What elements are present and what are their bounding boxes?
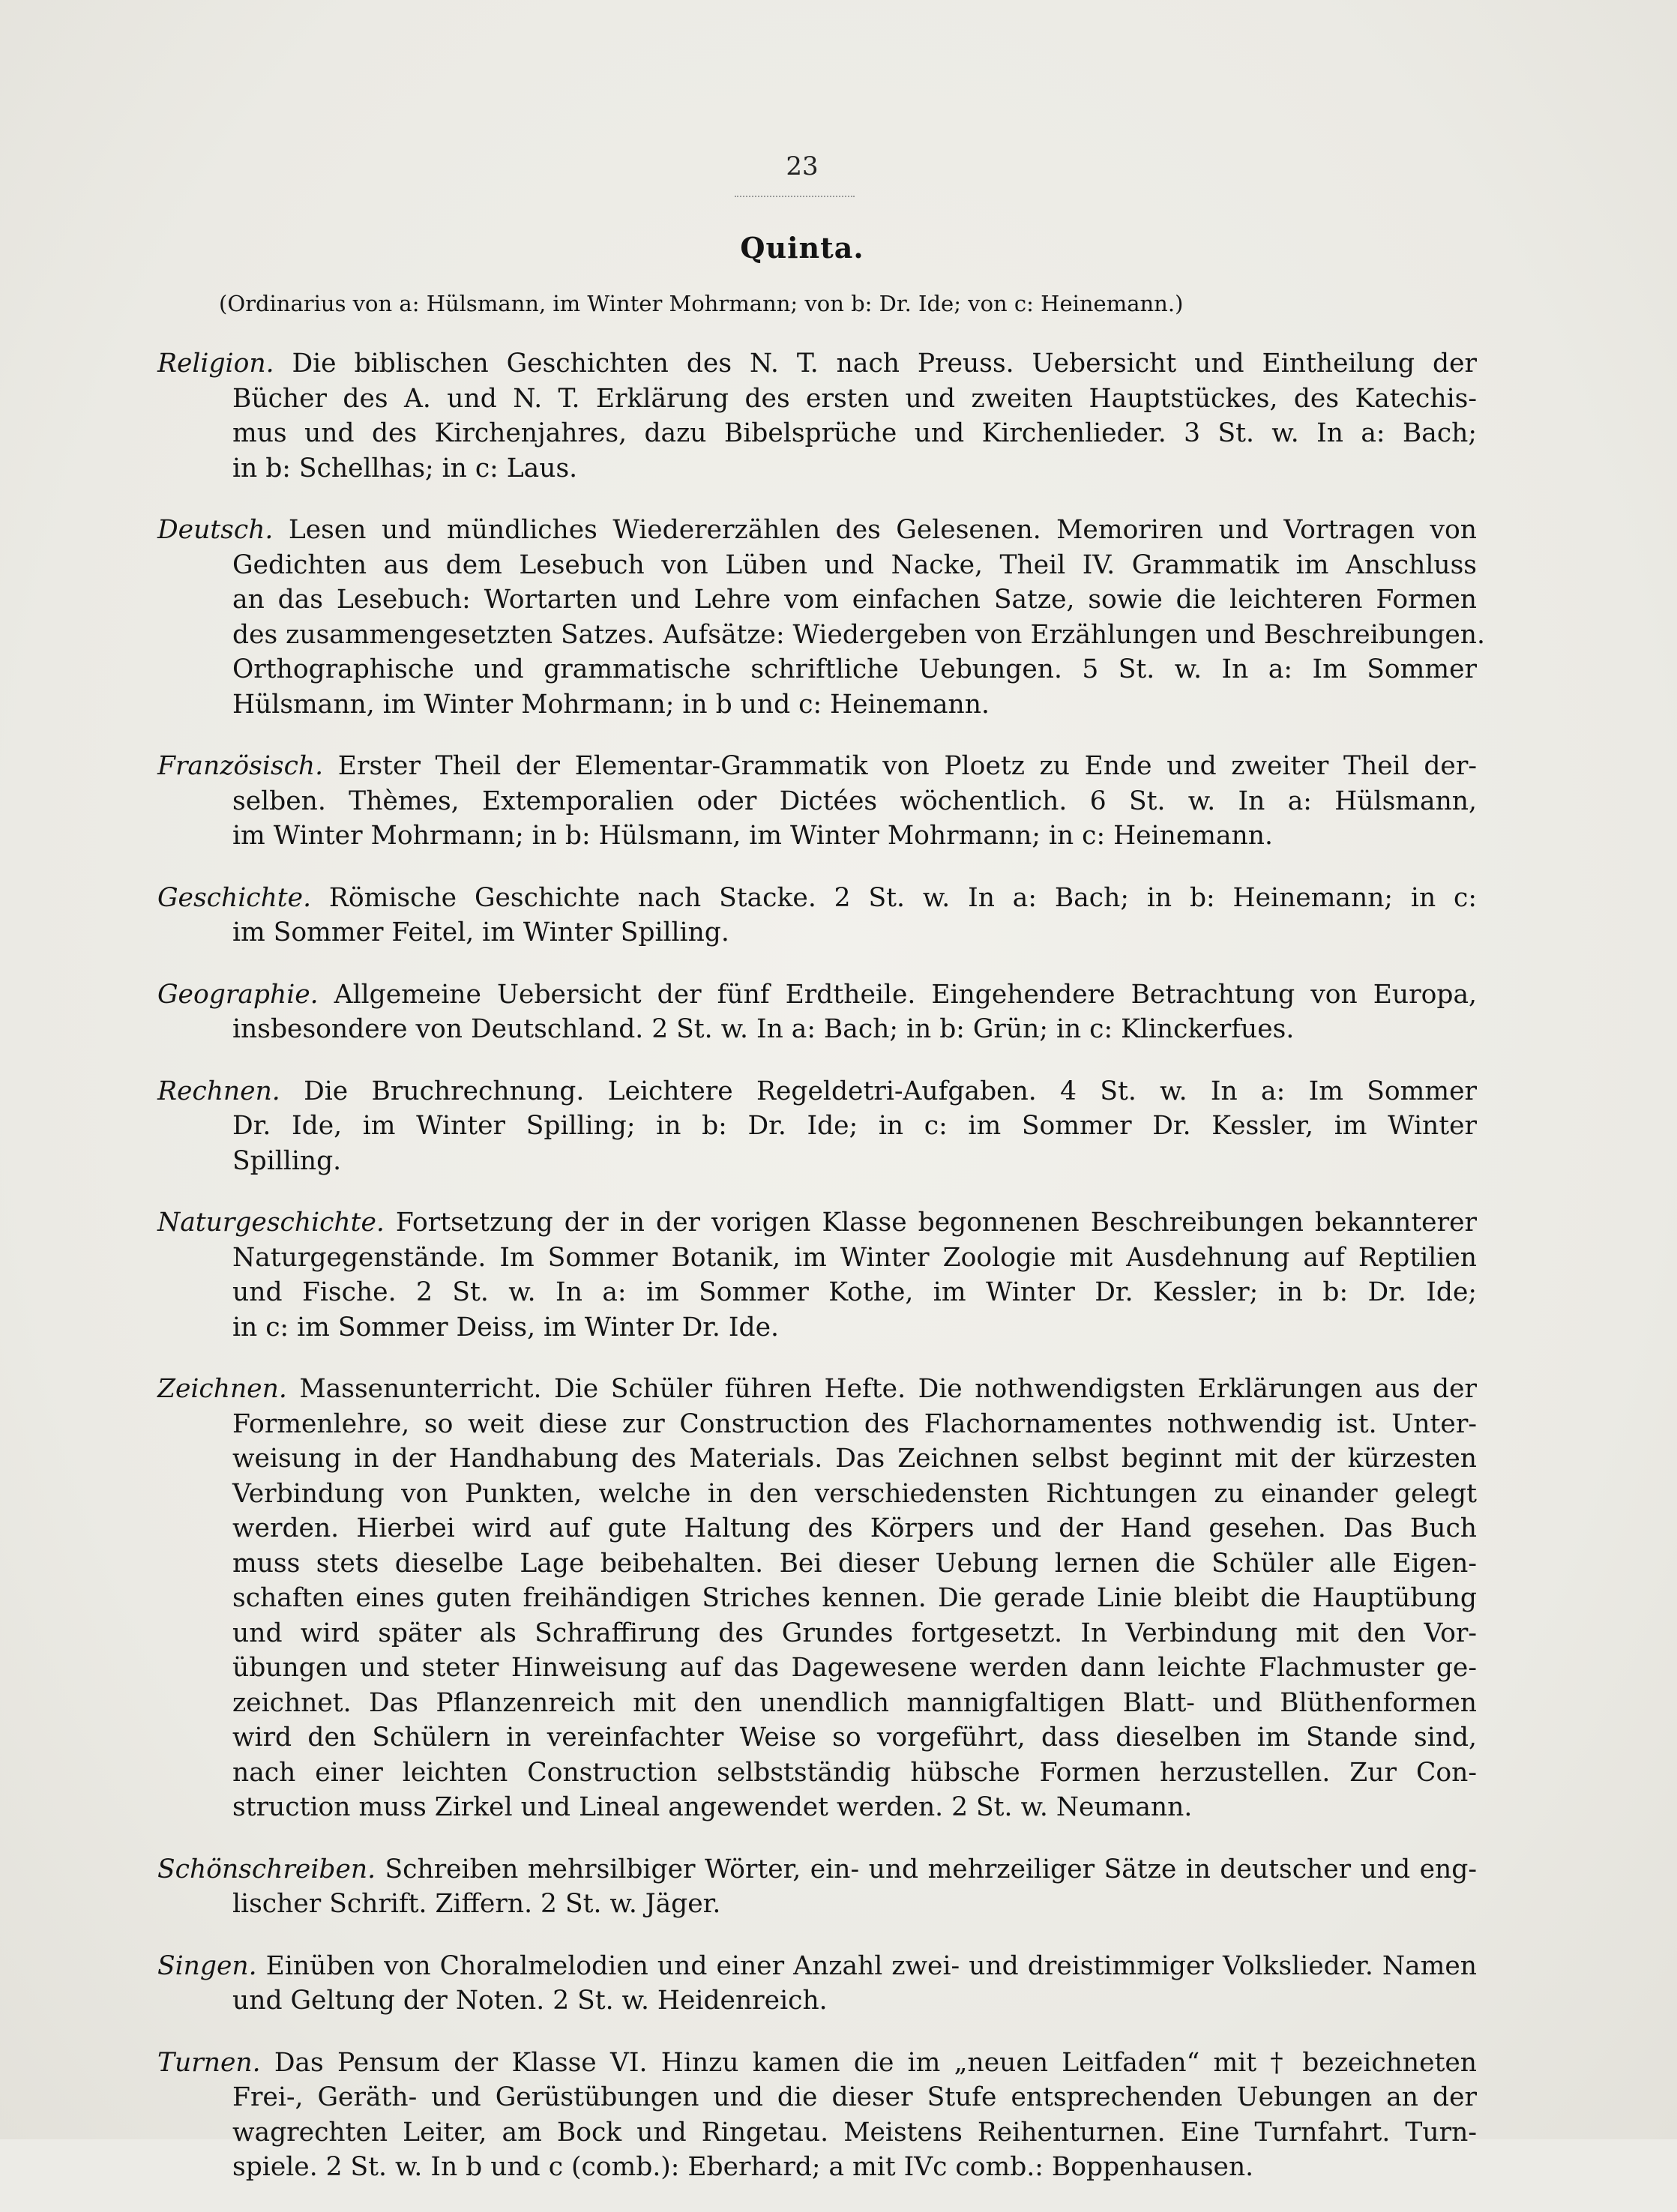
subject-heading: Turnen.: [157, 2047, 261, 2078]
line-text: Gedichten aus dem Lesebuch von Lüben und Nacke, Theil IV. Grammatik im Anschluss: [232, 549, 1477, 580]
subject-entry: [157, 1949, 1477, 2019]
entry-line: [157, 618, 1485, 653]
entry-line: [157, 1372, 1477, 1407]
ordinarius-note: (Ordinarius von a: Hülsmann, im Winter Mohrmann; von b: Dr. Ide; von c: Heinemann.): [219, 291, 1184, 316]
entry-line: [157, 1477, 1477, 1512]
line-text: Römische Geschichte nach Stacke. 2 St. w. In a: Bach; in b: Heinemann; in c:: [328, 882, 1477, 913]
line-text: wird den Schülern in vereinfachter Weise so vorgeführt, dass dieselben im Stande sind,: [232, 1723, 1477, 1753]
entry-line: [157, 819, 1477, 854]
entry-line: [157, 416, 1477, 451]
subject-heading: Schönschreiben.: [157, 1854, 376, 1884]
subject-entry: [157, 2046, 1477, 2185]
entry-line: [157, 977, 1477, 1013]
entry-line: [157, 1205, 1477, 1241]
entry-line: [157, 1686, 1477, 1721]
entry-line: [157, 1241, 1477, 1276]
line-text: Massenunterricht. Die Schüler führen Hefte. Die nothwendigsten Erklärungen aus der: [299, 1374, 1477, 1404]
entry-line: [157, 1616, 1477, 1651]
line-text: selben. Thèmes, Extemporalien oder Dictées wöchentlich. 6 St. w. In a: Hülsmann,: [232, 786, 1477, 816]
entry-line: [157, 915, 1477, 950]
line-text: schaften eines guten freihändigen Striches kennen. Die gerade Linie bleibt die Hauptübung: [232, 1583, 1477, 1613]
entry-line: [157, 1581, 1477, 1616]
line-text: struction muss Zirkel und Lineal angewendet werden. 2 St. w. Neumann.: [232, 1792, 1193, 1822]
entry-line: [157, 548, 1477, 583]
entry-line: [157, 1852, 1477, 1887]
entry-line: [157, 2046, 1477, 2081]
entry-line: [157, 1983, 1477, 2019]
entry-line: [157, 1310, 1477, 1345]
line-text: wagrechten Leiter, am Bock und Ringetau. Meistens Reihenturnen. Eine Turnfahrt. Turn-: [232, 2117, 1477, 2148]
line-text: werden. Hierbei wird auf gute Haltung des Körpers und der Hand gesehen. Das Buch: [232, 1513, 1477, 1543]
entry-line: [157, 784, 1477, 819]
page-number-rule: [735, 193, 855, 197]
entry-line: [157, 1949, 1477, 1984]
line-text: Die Bruchrechnung. Leichtere Regeldetri-Aufgaben. 4 St. w. In a: Im Sommer: [304, 1076, 1477, 1106]
entry-line: [157, 1012, 1477, 1047]
curriculum-list: [157, 346, 1485, 2212]
line-text: Erster Theil der Elementar-Grammatik von Ploetz zu Ende und zweiter Theil der-: [337, 751, 1477, 781]
entry-line: [157, 1407, 1477, 1442]
line-text: Bücher des A. und N. T. Erklärung des ersten und zweiten Hauptstückes, des Katechis-: [232, 383, 1477, 414]
entry-line: [157, 1074, 1477, 1109]
subject-heading: Französisch.: [157, 751, 324, 781]
entry-line: [157, 2115, 1477, 2151]
entry-line: [157, 1109, 1477, 1144]
subject-entry: [157, 1205, 1477, 1345]
subject-entry: [157, 1852, 1477, 1922]
line-text: des zusammengesetzten Satzes. Aufsätze: Wiedergeben von Erzählungen und Beschreibungen.: [232, 619, 1485, 650]
line-text: Allgemeine Uebersicht der fünf Erdtheile. Eingehendere Betrachtung von Europa,: [334, 979, 1478, 1010]
line-text: spiele. 2 St. w. In b und c (comb.): Eberhard; a mit IVc comb.: Boppenhausen.: [232, 2152, 1254, 2182]
line-text: insbesondere von Deutschland. 2 St. w. In a: Bach; in b: Grün; in c: Klinckerfues.: [232, 1014, 1295, 1044]
entry-line: [157, 1441, 1477, 1477]
entry-line: [157, 1651, 1477, 1686]
line-text: Fortsetzung der in der vorigen Klasse begonnenen Beschreibungen bekannterer: [395, 1208, 1478, 1238]
line-text: Die biblischen Geschichten des N. T. nach Preuss. Uebersicht und Eintheilung der: [292, 349, 1478, 379]
line-text: Formenlehre, so weit diese zur Construction des Flachornamentes nothwendig ist. Unter-: [232, 1408, 1477, 1439]
page-number: 23: [786, 151, 819, 181]
subject-heading: Geschichte.: [157, 882, 312, 913]
line-text: im Winter Mohrmann; in b: Hülsmann, im Winter Mohrmann; in c: Heinemann.: [232, 821, 1273, 851]
entry-line: [157, 2080, 1477, 2115]
entry-line: [157, 1144, 1477, 1179]
line-text: Verbindung von Punkten, welche in den verschiedensten Richtungen zu einander gelegt: [232, 1478, 1477, 1509]
line-text: im Sommer Feitel, im Winter Spilling.: [232, 917, 729, 947]
line-text: weisung in der Handhabung des Materials. Das Zeichnen selbst beginnt mit der kürzesten: [232, 1444, 1477, 1474]
line-text: muss stets dieselbe Lage beibehalten. Bei dieser Uebung lernen die Schüler alle Eigen-: [232, 1548, 1477, 1579]
line-text: übungen und steter Hinweisung auf das Dagewesene werden dann leichte Flachmuster ge-: [232, 1653, 1477, 1683]
line-text: Dr. Ide, im Winter Spilling; in b: Dr. Ide; in c: im Sommer Dr. Kessler, im Winter: [232, 1111, 1477, 1141]
line-text: Spilling.: [232, 1145, 342, 1176]
entry-line: [157, 1511, 1477, 1546]
entry-line: [157, 513, 1477, 548]
line-text: Das Pensum der Klasse VI. Hinzu kamen die im „neuen Leitfaden“ mit † bezeichneten: [274, 2047, 1478, 2078]
entry-line: [157, 382, 1477, 417]
line-text: Einüben von Choralmelodien und einer Anzahl zwei- und dreistimmiger Volkslieder. Namen: [265, 1950, 1477, 1981]
line-text: und wird später als Schraffirung des Grundes fortgesetzt. In Verbindung mit den Vor-: [232, 1618, 1477, 1648]
line-text: Naturgegenstände. Im Sommer Botanik, im Winter Zoologie mit Ausdehnung auf Reptilien: [232, 1242, 1477, 1273]
subject-heading: Rechnen.: [157, 1076, 280, 1106]
line-text: in b: Schellhas; in c: Laus.: [232, 453, 578, 483]
entry-line: [157, 652, 1477, 687]
entry-line: [157, 2150, 1477, 2185]
entry-line: [157, 1720, 1477, 1756]
subject-heading: Deutsch.: [157, 515, 274, 545]
line-text: an das Lesebuch: Wortarten und Lehre vom einfachen Satze, sowie die leichteren Formen: [232, 585, 1477, 615]
entry-line: [157, 582, 1477, 618]
subject-entry: [157, 1372, 1477, 1825]
subject-heading: Religion.: [157, 349, 274, 379]
line-text: in c: im Sommer Deiss, im Winter Dr. Ide.: [232, 1312, 779, 1342]
entry-line: [157, 1546, 1477, 1582]
subject-heading: Zeichnen.: [157, 1374, 287, 1404]
line-text: nach einer leichten Construction selbstständig hübsche Formen herzustellen. Zur Con-: [232, 1757, 1477, 1788]
entry-line: [157, 346, 1477, 382]
entry-line: [157, 451, 1477, 486]
subject-entry: [157, 977, 1477, 1047]
line-text: und Fische. 2 St. w. In a: im Sommer Kothe, im Winter Dr. Kessler; in b: Dr. Ide;: [232, 1277, 1477, 1307]
subject-entry: [157, 881, 1477, 950]
subject-entry: [157, 513, 1485, 722]
line-text: lischer Schrift. Ziffern. 2 St. w. Jäger.: [232, 1889, 721, 1919]
entry-line: [157, 1275, 1477, 1310]
subject-heading: Singen.: [157, 1950, 257, 1981]
entry-line: [157, 749, 1477, 784]
subject-heading: Geographie.: [157, 979, 319, 1010]
subject-heading: Naturgeschichte.: [157, 1208, 385, 1238]
line-text: und Geltung der Noten. 2 St. w. Heidenreich.: [232, 1986, 828, 2016]
line-text: zeichnet. Das Pflanzenreich mit den unendlich mannigfaltigen Blatt- und Blüthenformen: [232, 1687, 1477, 1718]
entry-line: [157, 1790, 1477, 1825]
entry-line: [157, 1756, 1477, 1791]
line-text: mus und des Kirchenjahres, dazu Bibelsprüche und Kirchenlieder. 3 St. w. In a: Bach;: [232, 418, 1477, 448]
entry-line: [157, 881, 1477, 916]
line-text: Hülsmann, im Winter Mohrmann; in b und c: Heinemann.: [232, 689, 990, 720]
line-text: Lesen und mündliches Wiedererzählen des Gelesenen. Memoriren und Vortragen von: [288, 515, 1477, 545]
subject-entry: [157, 1074, 1477, 1179]
entry-line: [157, 1887, 1477, 1922]
subject-entry: [157, 346, 1477, 486]
entry-line: [157, 687, 1477, 723]
section-title: Quinta.: [740, 231, 864, 265]
line-text: Frei-, Geräth- und Gerüstübungen und die dieser Stufe entsprechenden Uebungen an der: [232, 2082, 1477, 2112]
subject-entry: [157, 749, 1477, 854]
line-text: Orthographische und grammatische schriftliche Uebungen. 5 St. w. In a: Im Sommer: [232, 654, 1477, 684]
line-text: Schreiben mehrsilbiger Wörter, ein- und mehrzeiliger Sätze in deutscher und eng-: [385, 1854, 1477, 1884]
